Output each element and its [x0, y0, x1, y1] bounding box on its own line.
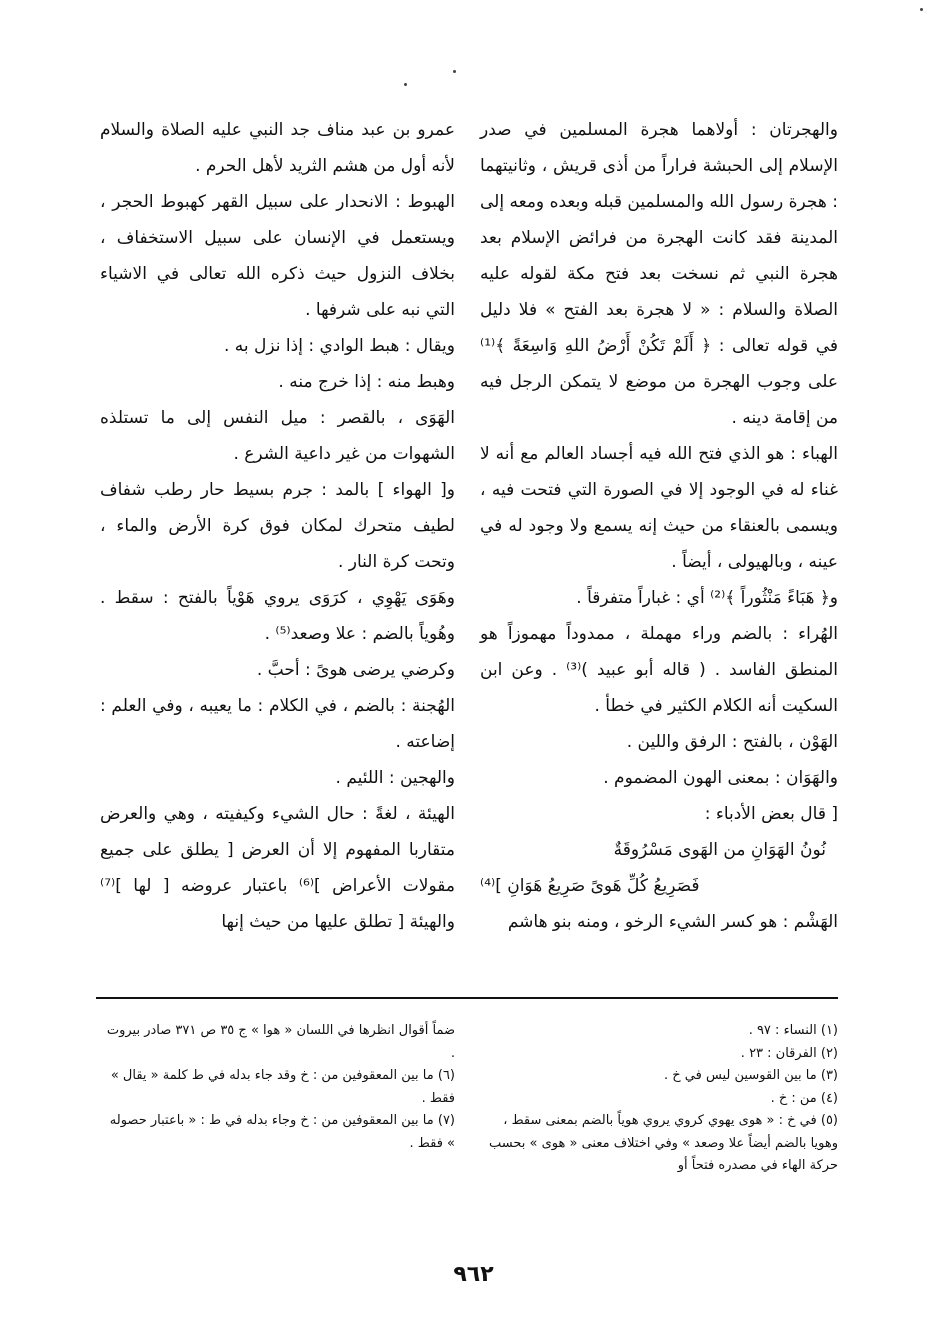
footnote-divider [96, 997, 838, 999]
footnote: (٢) الفرقان : ٢٣ . [740, 1045, 838, 1061]
footnote: (٧) ما بين المعقوفين من : خ وجاء بدله في ط : « باعتبار حصوله » فقط . [109, 1113, 455, 1151]
footnote: ضماً أقوال انظرها في اللسان « هوا » ج ٣٥ ص ٣٧١ صادر بيروت . [106, 1023, 455, 1061]
entry-habata-minhu: وهبط منه : إذا خرج منه . [278, 372, 455, 392]
entry-karadiya: وكرضي يرضى هوىً : أحبَّ . [256, 660, 455, 680]
entry-haba: الهباء : هو الذي فتح الله فيه أجساد العالم مع أنه لا غناء له في الوجود إلا في الصورة التي فتحت فيه ، ويسمى بالعنقاء من حيث إنه يسمع ولا وجود له في عينه ، وبالهيولى ، أيضاً . [480, 444, 838, 572]
entry-hawan: والهَوَان : بمعنى الهون المضموم . [603, 768, 838, 788]
entry-hawaa: و[ الهواء ] بالمد : جرم بسيط حار رطب شفاف لطيف متحرك لمكان فوق كرة الأرض والماء ، وتحت كرة النار . [100, 480, 455, 572]
left-text-column [100, 112, 455, 940]
entry-hubut: الهبوط : الانحدار على سبيل القهر كهبوط الحجر ، ويستعمل في الإنسان على سبيل الاستخفاف ، بخلاف النزول حيث ذكره الله تعالى في الاشياء التي نبه على شرفها . [100, 192, 455, 320]
footnote: (٦) ما بين المعقوفين من : خ وقد جاء بدله في ط كلمة « يقال » فقط . [110, 1068, 455, 1106]
footnote: (٣) ما بين القوسين ليس في خ . [663, 1068, 838, 1083]
poem-intro: [ قال بعض الأدباء : [704, 804, 838, 824]
footnote: (١) النساء : ٩٧ . [748, 1023, 838, 1038]
entry-hujna: الهُجنة : بالضم ، في الكلام : ما يعيبه ، وفي العلم : إضاعته . [100, 696, 455, 752]
entry-habata-wadi: ويقال : هبط الوادي : إذا نزل به . [223, 336, 455, 356]
entry-hawn: الهَوْن ، بالفتح : الرفق واللين . [626, 732, 838, 752]
footnotes-right [480, 1020, 838, 1178]
entry-hawa-yahwi: وهَوَى يَهْوِي ، كرَوَى يروي هَوْياً بالفتح : سقط . وهُوياً بالضم : علا وصعد⁽⁵⁾ . [100, 588, 455, 644]
scan-speck [920, 8, 923, 11]
scan-speck [404, 83, 407, 86]
entry-hashm-continued: عمرو بن عبد مناف جد النبي عليه الصلاة والسلام لأنه أول من هشم الثريد لأهل الحرم . [100, 120, 455, 176]
poem-verse-1: نُونُ الهَوَانِ من الهَوى مَسْرُوقَةٌ [613, 840, 826, 860]
entry-haba-manthura: و﴿ هَبَاءً مَنْثُوراً ﴾⁽²⁾ أي : غباراً متفرقاً . [576, 588, 838, 608]
entry-hijratan: والهجرتان : أولاهما هجرة المسلمين في صدر الإسلام إلى الحبشة فراراً من أذى قريش ، وثانيتهما : هجرة رسول الله والمسلمين قبله وبعده ومعه إلى المدينة فقد كانت الهجرة من فرائض الإسلام بعد هجرة النبي ثم نسخت بعد فتح مكة لقوله عليه الصلاة والسلام : « لا هجرة بعد الفتح » فلا دليل في قوله تعالى : ﴿ أَلَمْ تَكُنْ أَرْضُ اللهِ وَاسِعَةً ﴾⁽¹⁾ على وجوب الهجرة من موضع لا يتمكن الرجل فيه من إقامة دينه . [480, 120, 838, 428]
entry-hashm: الهَشْم : هو كسر الشيء الرخو ، ومنه بنو هاشم [507, 912, 838, 932]
page-number: ٩٦٢ [453, 1262, 494, 1287]
scan-speck [453, 70, 456, 73]
right-text-column [480, 112, 838, 940]
entry-hayaa: الهيئة ، لغةً : حال الشيء وكيفيته ، وهي والعرض متقاربا المفهوم إلا أن العرض [ يطلق على جميع مقولات الأعراض ]⁽⁶⁾ باعتبار عروضه [ لها ]⁽⁷⁾ والهيئة [ تطلق عليها من حيث إنها [100, 804, 455, 932]
poem-verse-2: فَصَرِيعُ كُلِّ هَوىً صَرِيعُ هَوَانِ ]⁽⁴⁾ [480, 876, 700, 896]
entry-hajin: والهجين : اللئيم . [335, 768, 455, 788]
footnote: (٥) في خ : « هوى يهوي كروي يروي هوياً بالضم بمعنى سقط ، وهويا بالضم أيضاً علا وصعد » وفي اختلاف معنى « هوى » بحسب حركة الهاء في مصدره فتحاً أو [489, 1113, 838, 1173]
footnote: (٤) من : خ . [770, 1090, 838, 1106]
footnotes-left [100, 1020, 455, 1155]
entry-hawa: الهَوَى ، بالقصر : ميل النفس إلى ما تستلذه الشهوات من غير داعية الشرع . [100, 408, 455, 464]
entry-hura: الهُراء : بالضم وراء مهملة ، ممدوداً مهموزاً هو المنطق الفاسد . ( قاله أبو عبيد )⁽³⁾ . وعن ابن السكيت أنه الكلام الكثير في خطأ . [480, 624, 839, 716]
